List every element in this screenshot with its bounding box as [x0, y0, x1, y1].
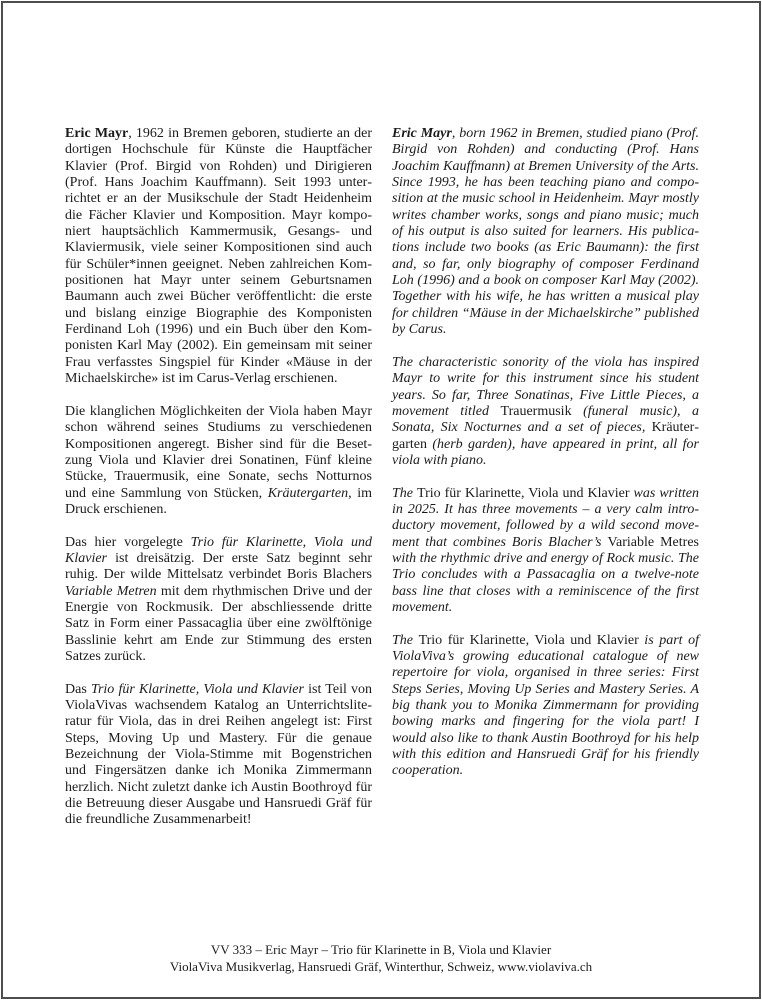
text-segment: Eric Mayr — [392, 126, 452, 141]
text-segment: Variable Metres — [607, 534, 699, 550]
paragraph — [65, 535, 372, 666]
text-segment: The characteristic sonority of the viola has inspired Mayr to write for this instrument since his student years. So far, Three Sonatinas, Five Little Pieces, a movement titled — [392, 354, 699, 419]
text-segment: (funeral music), a Sonata, Six Nocturnes and a set of pieces, — [392, 403, 699, 436]
text-segment: was written in 2025. It has three movements – a very calm introductory movement, followed by a wild second movement that combines Boris Blacher’s — [392, 485, 699, 550]
footer-publisher-line: ViolaViva Musikverlag, Hansruedi Gräf, Winterthur, Schweiz, www.violaviva.ch — [169, 958, 593, 974]
text-segment: Trio für Klarinette, Viola und Klavier — [65, 534, 372, 566]
paragraph — [392, 355, 699, 469]
footer — [0, 942, 762, 975]
paragraph — [65, 126, 372, 388]
text-segment: ist Teil von ViolaVivas wachsendem Katalog an Unterrichtsliteratur für Viola, das in drei Reihen angelegt ist: First Steps, Moving Up und Mastery. Für die genaue Bezeichnung der Viola-Stimme mit Bogenstrichen und Fingersätzen danke ich Monika Zimmermann herzlich. Nicht zuletzt danke ich Austin Boothroyd für die Betreuung dieser Ausgabe und Hansruedi Gräf für die freundliche Zusammenarbeit! — [65, 681, 373, 828]
text-segment: Variable Metren — [65, 583, 157, 599]
paragraph — [65, 682, 372, 829]
text-segment: mit dem rhythmischen Drive und der Energie von Rockmusik. Der abschliessende dritte Satz in Form einer Passacaglia über eine zwölftönige Basslinie kehrt am Ende zur Stimmung des ersten Satzes zurück. — [65, 583, 372, 664]
text-segment: Das — [65, 681, 91, 697]
text-segment: Kräutergarten — [392, 420, 699, 452]
text-segment: , im Druck erschienen. — [65, 485, 372, 517]
text-segment: , born 1962 in Bremen, studied piano (Prof. Birgid von Rohden) and conducting (Prof. Hans Joachim Kauffmann) at Bremen University of the Arts. Since 1993, he has been teaching piano and composition at the music school in Heidenheim. Mayr mostly writes chamber works, songs and piano music; much of his output is also suited for learners. His publications include two books (as Eric Baumann): the first and, so far, only biography of composer Ferdinand Loh (1996) and a book on composer Karl May (2002). Together with his wife, he has written a musical play for children “Mäuse in der Michaelskirche” published by Carus. — [392, 126, 699, 338]
text-segment: ist dreisätzig. Der erste Satz beginnt sehr ruhig. Der wilde Mittelsatz verbindet Boris Blachers — [65, 550, 372, 583]
text-segment: with the rhythmic drive and energy of Rock music. The Trio concludes with a Passacaglia on a twelve-note bass line that closes with a reminiscence of the first movement. — [392, 550, 699, 615]
text-segment: Das hier vorgelegte — [65, 534, 191, 550]
text-segment: Trio für Klarinette, Viola und Klavier — [417, 485, 630, 501]
text-segment: , 1962 in Bremen geboren, studierte an der dortigen Hochschule für Künste die Hauptfächer Klavier (Prof. Birgid von Rohden) und Dirigieren (Prof. Hans Joachim Kauffmann). Seit 1993 unterrichtet er an der Musikschule der Stadt Heidenheim die Fächer Klavier und Komposition. Mayr komponiert hauptsächlich Kammermusik, Gesangs- und Klaviermusik, viele seiner Kompositionen sind auch für Schüler*innen geeignet. Neben zahlreichen Kompositionen hat Mayr unter seinem Geburtsnamen Baumann auch zwei Bücher veröffentlicht: die erste und bislang einzige Biographie des Komponisten Ferdinand Loh (1996) und ein Buch über den Komponisten Karl May (2002). Ein gemeinsam mit seiner Frau verfasstes Singspiel für Kinder «Mäuse in der Michaelskirche» ist im Carus-Verlag erschienen. — [65, 126, 372, 387]
text-segment: Eric Mayr — [65, 126, 129, 141]
paragraph — [392, 633, 699, 780]
text-segment: Kräutergarten — [267, 485, 349, 501]
text-segment: Trio für Klarinette, Viola und Klavier — [90, 681, 304, 697]
paragraph — [392, 486, 699, 617]
german-column — [65, 126, 372, 829]
preface-text-block — [65, 126, 699, 829]
text-segment: The — [392, 632, 419, 648]
text-segment: Trio für Klarinette, Viola und Klavier — [418, 632, 639, 648]
text-segment: Die klanglichen Möglichkeiten der Viola haben Mayr schon während seines Studiums zu verschiedenen Kompositionen angeregt. Bisher sind für die Besetzung Viola und Klavier drei Sonatinen, Fünf kleine Stücke, Trauermusik, eine Sonate, sechs Notturnos und eine Sammlung von Stücken, — [65, 403, 372, 501]
text-segment: is part of ViolaViva’s growing educational catalogue of new repertoire for viola, organised in three series: First Steps Series, Moving Up Series and Mastery Series. A big thank you to Monika Zimmermann for providing bowing marks and fingering for the viola part! I would also like to thank Austin Boothroyd for his help with this edition and Hansruedi Gräf for his friendly cooperation. — [392, 632, 699, 779]
paragraph — [392, 126, 699, 338]
text-segment: Trauermusik — [500, 403, 572, 419]
text-segment: The — [392, 485, 418, 501]
footer-catalog-line: VV 333 – Eric Mayr – Trio für Klarinette in B, Viola und Klavier — [210, 942, 552, 957]
text-segment: (herb garden), have appeared in print, all for viola with piano. — [392, 436, 699, 468]
paragraph — [65, 404, 372, 518]
english-column — [392, 126, 699, 829]
